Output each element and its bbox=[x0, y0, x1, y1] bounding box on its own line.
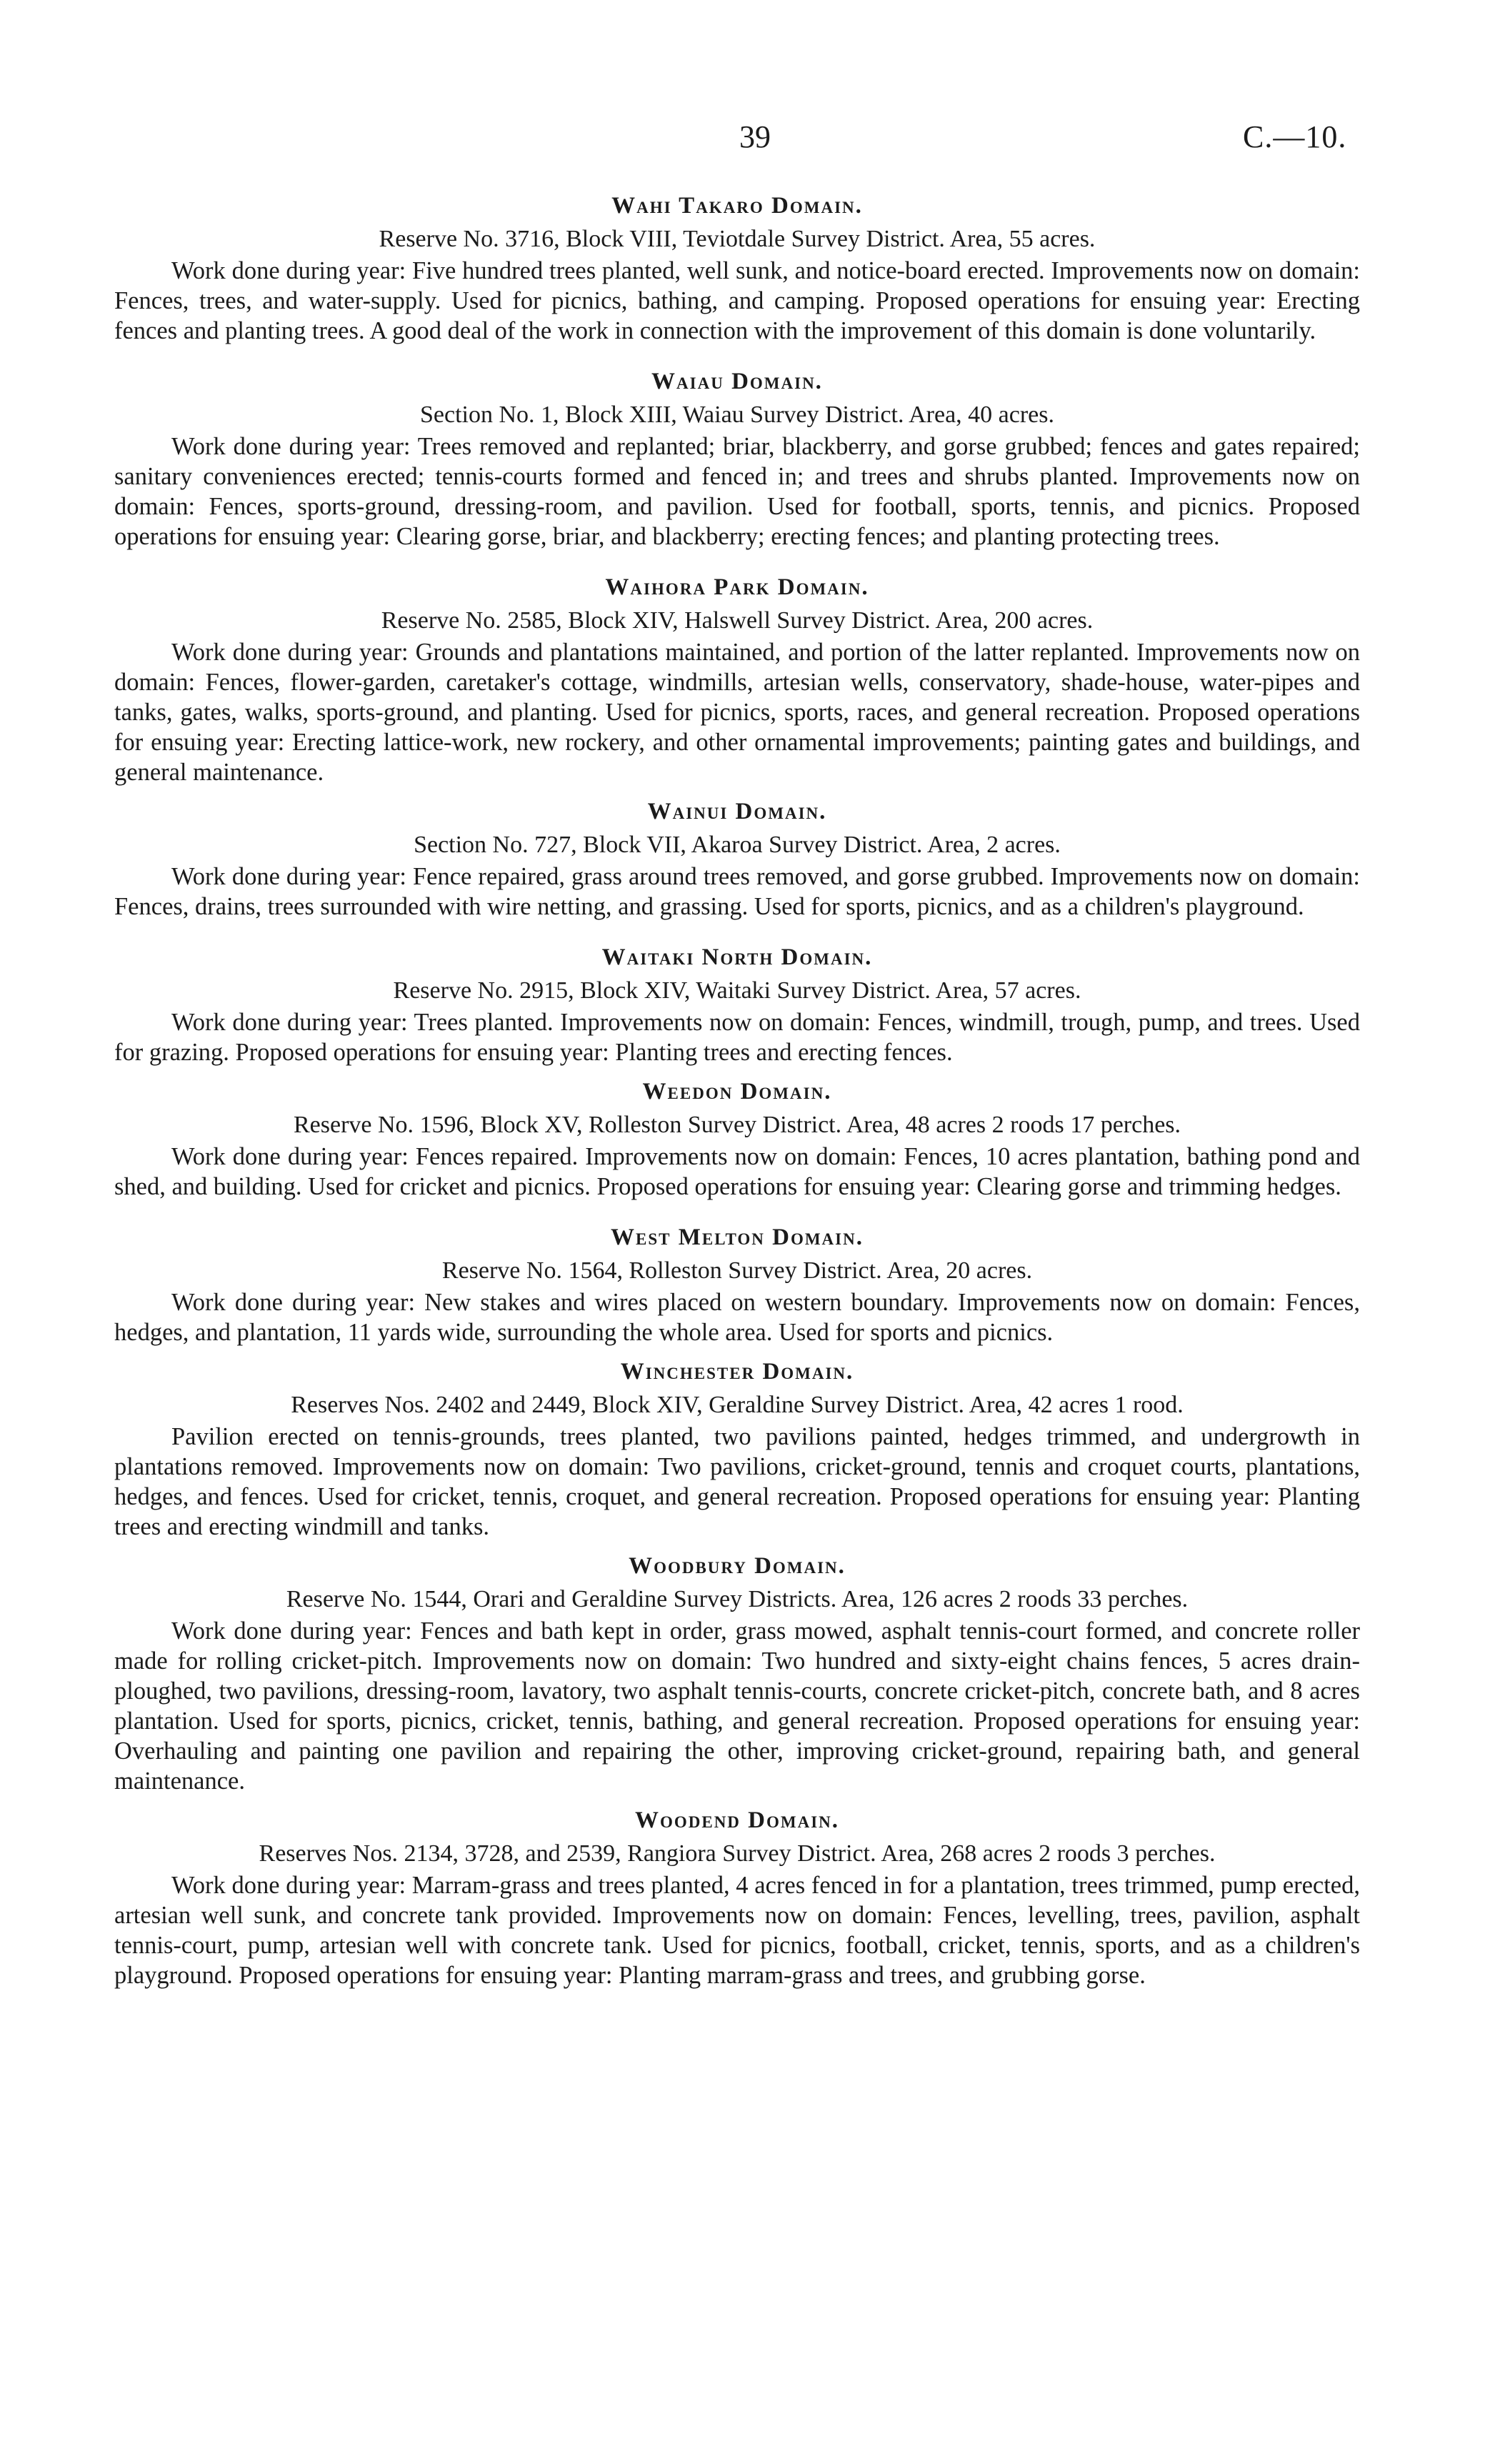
domain-reserve: Reserve No. 1544, Orari and Geraldine Survey Districts. Area, 126 acres 2 roods 33 perches. bbox=[286, 1586, 1189, 1612]
domain-section-woodbury bbox=[114, 1552, 1360, 1796]
domain-title: Waiau Domain. bbox=[651, 369, 823, 394]
domain-description: Work done during year: Five hundred trees planted, well sunk, and notice-board erected. Improvements now on domain: Fences, trees, and water-supply. Used for picnics, bathing, and camping. Proposed operations for ensuing year: Erecting fences and planting trees. A good deal of the work in connection with the improvement of this domain is done voluntarily. bbox=[114, 257, 1360, 344]
domain-description: Work done during year: Fences repaired. Improvements now on domain: Fences, 10 acres plantation, bathing pond and shed, and building. Used for cricket and picnics. Proposed operations for ensuing year: Clearing gorse and trimming hedges. bbox=[114, 1143, 1360, 1200]
domain-title: Wahi Takaro Domain. bbox=[611, 193, 863, 219]
document-code: C.—10. bbox=[1243, 119, 1347, 154]
domain-section-wainui bbox=[114, 797, 1360, 922]
domain-description: Pavilion erected on tennis-grounds, trees planted, two pavilions painted, hedges trimmed, and undergrowth in plantations removed. Improvements now on domain: Two pavilions, cricket-ground, tennis and croquet courts, plantations, hedges, and fences. Used for cricket, tennis, croquet, and general recreation. Proposed operations for ensuing year: Planting trees and erecting windmill and tanks. bbox=[114, 1423, 1360, 1540]
domain-description: Work done during year: Trees removed and replanted; briar, blackberry, and gorse grubbed; fences and gates repaired; sanitary conveniences erected; tennis-courts formed and fenced in; and trees and shrubs planted. Improvements now on domain: Fences, sports-ground, dressing-room, and pavilion. Used for football, sports, tennis, and picnics. Proposed operations for ensuing year: Clearing gorse, briar, and blackberry; erecting fences; and planting protecting trees. bbox=[114, 433, 1360, 550]
domain-section-west-melton bbox=[114, 1223, 1360, 1347]
domain-description: Work done during year: Marram-grass and trees planted, 4 acres fenced in for a plantation, trees trimmed, pump erected, artesian well sunk, and concrete tank provided. Improvements now on domain: Fences, levelling, trees, pavilion, asphalt tennis-court, pump, artesian well with concrete tank. Used for picnics, football, cricket, tennis, sports, and as a children's playground. Proposed operations for ensuing year: Planting marram-grass and trees, and grubbing gorse. bbox=[114, 1872, 1360, 1989]
domain-reserve: Reserves Nos. 2134, 3728, and 2539, Rangiora Survey District. Area, 268 acres 2 roods 3 perches. bbox=[259, 1840, 1216, 1867]
domain-description: Work done during year: Grounds and plantations maintained, and portion of the latter replanted. Improvements now on domain: Fences, flower-garden, caretaker's cottage, windmills, artesian wells, conservatory, shade-house, water-pipes and tanks, gates, walks, sports-ground, and planting. Used for picnics, sports, races, and general recreation. Proposed operations for ensuing year: Erecting lattice-work, new rockery, and other ornamental improvements; painting gates and buildings, and general maintenance. bbox=[114, 639, 1360, 786]
domain-title: Winchester Domain. bbox=[620, 1359, 854, 1385]
domain-title: Woodbury Domain. bbox=[629, 1553, 846, 1579]
domain-title: Waihora Park Domain. bbox=[605, 574, 869, 600]
domain-section-wahi-takaro bbox=[114, 191, 1360, 346]
domain-reserve: Reserve No. 3716, Block VIII, Teviotdale Survey District. Area, 55 acres. bbox=[379, 226, 1096, 252]
domain-section-waihora-park bbox=[114, 573, 1360, 787]
domain-description: Work done during year: Trees planted. Improvements now on domain: Fences, windmill, trough, pump, and trees. Used for grazing. Proposed operations for ensuing year: Planting trees and erecting fences. bbox=[114, 1009, 1360, 1066]
domain-reserve: Section No. 727, Block VII, Akaroa Survey District. Area, 2 acres. bbox=[414, 832, 1061, 858]
domain-title: Waitaki North Domain. bbox=[601, 944, 873, 970]
domain-reserve: Reserve No. 1564, Rolleston Survey District. Area, 20 acres. bbox=[441, 1257, 1033, 1284]
domain-section-weedon bbox=[114, 1077, 1360, 1202]
domain-title: West Melton Domain. bbox=[611, 1224, 864, 1250]
domain-title: Wainui Domain. bbox=[647, 799, 827, 824]
domain-description: Work done during year: New stakes and wires placed on western boundary. Improvements now on domain: Fences, hedges, and plantation, 11 yards wide, surrounding the whole area. Used for sports and picnics. bbox=[114, 1289, 1360, 1346]
domain-reserve: Reserves Nos. 2402 and 2449, Block XIV, Geraldine Survey District. Area, 42 acres 1 rood. bbox=[291, 1392, 1184, 1418]
domain-title: Weedon Domain. bbox=[642, 1079, 832, 1104]
domain-reserve: Section No. 1, Block XIII, Waiau Survey District. Area, 40 acres. bbox=[420, 401, 1054, 428]
domain-description: Work done during year: Fence repaired, grass around trees removed, and gorse grubbed. Improvements now on domain: Fences, drains, trees surrounded with wire netting, and grassing. Used for sports, picnics, and as a children's playground. bbox=[114, 863, 1360, 920]
domain-reserve: Reserve No. 2915, Block XIV, Waitaki Survey District. Area, 57 acres. bbox=[393, 977, 1081, 1004]
domain-section-waiau bbox=[114, 367, 1360, 552]
domain-section-waitaki-north bbox=[114, 943, 1360, 1067]
domain-title: Woodend Domain. bbox=[634, 1807, 840, 1833]
domain-section-woodend bbox=[114, 1806, 1360, 1990]
domain-section-winchester bbox=[114, 1357, 1360, 1542]
page-number: 39 bbox=[739, 119, 771, 154]
domain-reserve: Reserve No. 2585, Block XIV, Halswell Survey District. Area, 200 acres. bbox=[381, 607, 1094, 634]
domain-description: Work done during year: Fences and bath kept in order, grass mowed, asphalt tennis-court formed, and concrete roller made for rolling cricket-pitch. Improvements now on domain: Two hundred and sixty-eight chains fences, 5 acres drain-ploughed, two pavilions, dressing-room, lavatory, two asphalt tennis-courts, concrete cricket-pitch, concrete bath, and 8 acres plantation. Used for sports, picnics, cricket, tennis, bathing, and general recreation. Proposed operations for ensuing year: Overhauling and painting one pavilion and repairing the other, improving cricket-ground, repairing bath, and general maintenance. bbox=[114, 1617, 1360, 1795]
domain-reserve: Reserve No. 1596, Block XV, Rolleston Survey District. Area, 48 acres 2 roods 17 perches. bbox=[293, 1112, 1181, 1138]
document-body bbox=[114, 191, 1360, 1990]
